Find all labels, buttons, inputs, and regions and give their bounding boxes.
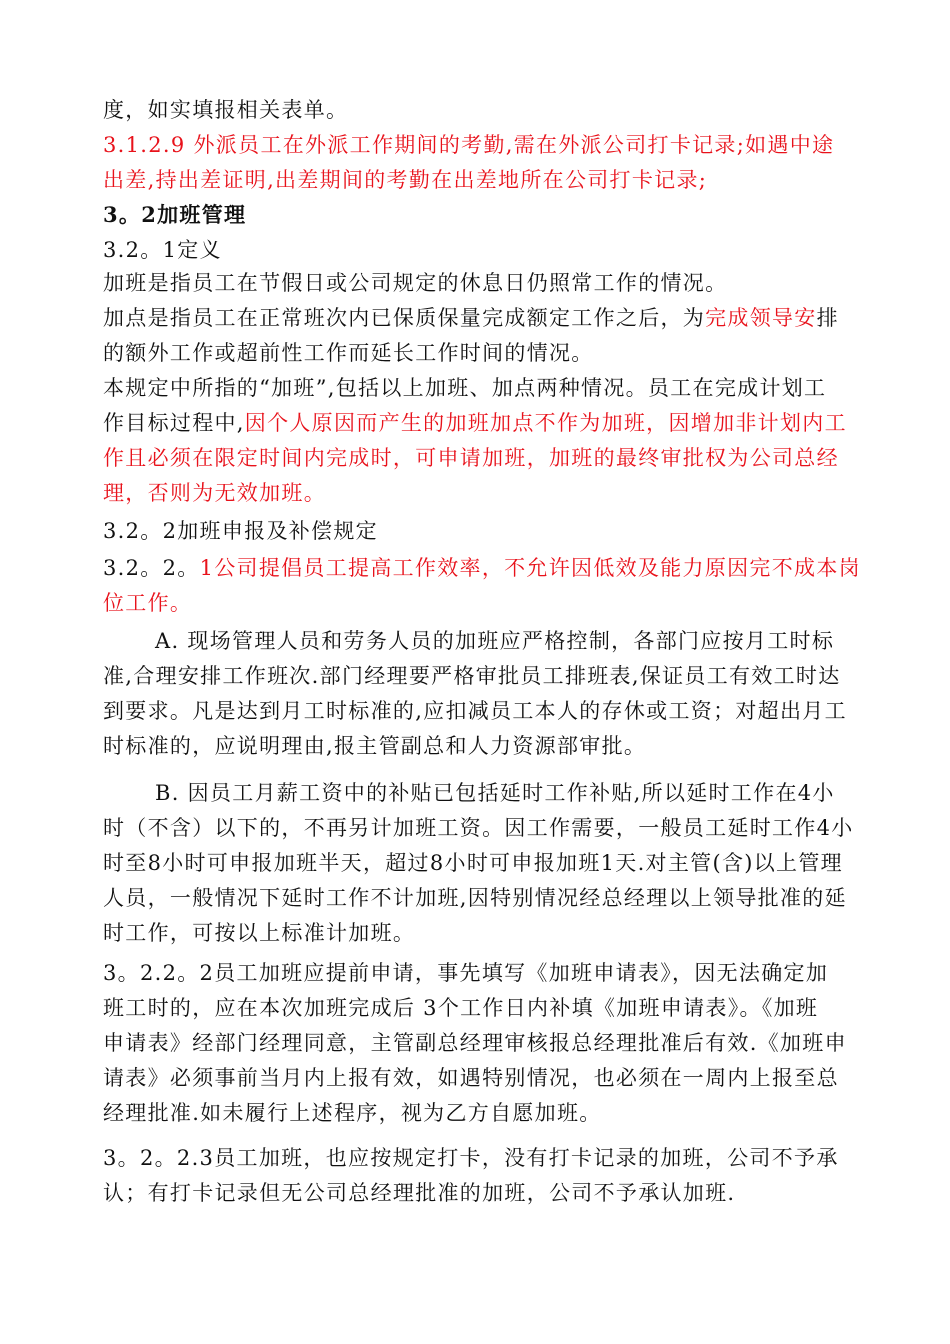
clause-3-2-2-3-line-2: 认；有打卡记录但无公司总经理批准的加班，公司不予承认加班. bbox=[103, 1181, 736, 1205]
scope-paragraph-line-3: 作且必须在限定时间内完成时，可申请加班，加班的最终审批权为公司总经 bbox=[103, 446, 839, 470]
definition-extra-hours-tail: 排 bbox=[816, 306, 839, 330]
clause-3-2-2-3-line-1: 3。2。2.3员工加班，也应按规定打卡，没有打卡记录的加班，公司不予承 bbox=[103, 1146, 839, 1170]
scope-paragraph-line-2 bbox=[103, 410, 847, 436]
definition-extra-hours-line-1 bbox=[103, 305, 839, 331]
clause-3-2-2-1-line-1 bbox=[103, 555, 861, 581]
clause-3-1-2-9-line-2: 出差,持出差证明,出差期间的考勤在出差地所在公司打卡记录; bbox=[103, 168, 708, 192]
item-b-line-4: 人员，一般情况下延时工作不计加班,因特别情况经总经理以上领导批准的延 bbox=[103, 886, 847, 910]
item-a-line-4: 时标准的，应说明理由,报主管副总和人力资源部审批。 bbox=[103, 734, 647, 758]
item-a-line-3: 到要求。凡是达到月工时标准的,应扣减员工本人的存休或工资；对超出月工 bbox=[103, 699, 847, 723]
item-b-line-1: B. 因员工月薪工资中的补贴已包括延时工作补贴,所以延时工作在4小 bbox=[155, 781, 835, 805]
clause-3-2-2-1-text: 1公司提倡员工提高工作效率，不允许因低效及能力原因完不成本岗 bbox=[199, 556, 861, 580]
definition-overtime: 加班是指员工在节假日或公司规定的休息日仍照常工作的情况。 bbox=[103, 271, 728, 295]
item-a-line-1: A. 现场管理人员和劳务人员的加班应严格控制，各部门应按月工时标 bbox=[155, 629, 835, 653]
clause-3-1-2-9-line-1: 3.1.2.9 外派员工在外派工作期间的考勤,需在外派公司打卡记录;如遇中途 bbox=[103, 133, 835, 157]
clause-3-2-2-2-line-5: 经理批准.如未履行上述程序，视为乙方自愿加班。 bbox=[103, 1101, 602, 1125]
clause-3-2-2-2-line-1: 3。2.2。2员工加班应提前申请，事先填写《加班申请表》，因无法确定加 bbox=[103, 961, 829, 985]
section-heading-3-2: 3。2加班管理 bbox=[103, 202, 247, 227]
item-b-line-5: 时工作，可按以上标准计加班。 bbox=[103, 921, 416, 945]
subsection-heading-3-2-1: 3.2。1定义 bbox=[103, 238, 222, 262]
scope-paragraph-highlight: 因个人原因而产生的加班加点不作为加班，因增加非计划内工 bbox=[244, 411, 847, 435]
item-a-line-2: 准,合理安排工作班次.部门经理要严格审批员工排班表,保证员工有效工时达 bbox=[103, 664, 841, 688]
clause-3-2-2-2-line-4: 请表》必须事前当月内上报有效，如遇特别情况，也必须在一周内上报至总 bbox=[103, 1066, 839, 1090]
scope-paragraph-line-4: 理，否则为无效加班。 bbox=[103, 481, 326, 505]
clause-3-2-2-2-line-2: 班工时的，应在本次加班完成后 3个工作日内补填《加班申请表》。《加班 bbox=[103, 996, 819, 1020]
item-b-line-2: 时（不含）以下的，不再另计加班工资。因工作需要，一般员工延时工作4小 bbox=[103, 816, 854, 840]
subsection-heading-3-2-2: 3.2。2加班申报及补偿规定 bbox=[103, 519, 378, 543]
clause-3-2-2-1-line-2: 位工作。 bbox=[103, 591, 193, 615]
definition-extra-hours-line-2: 的额外工作或超前性工作而延长工作时间的情况。 bbox=[103, 341, 594, 365]
definition-extra-hours-highlight: 完成领导安 bbox=[705, 306, 817, 330]
scope-paragraph-line-1: 本规定中所指的“加班”,包括以上加班、加点两种情况。员工在完成计划工 bbox=[103, 376, 827, 400]
paragraph-continuation: 度，如实填报相关表单。 bbox=[103, 98, 349, 122]
scope-paragraph-text: 作目标过程中, bbox=[103, 411, 245, 435]
clause-3-2-2-1-number: 3.2。2。 bbox=[103, 556, 200, 580]
definition-extra-hours-text: 加点是指员工在正常班次内已保质保量完成额定工作之后，为 bbox=[103, 306, 706, 330]
item-b-line-3: 时至8小时可申报加班半天，超过8小时可申报加班1天.对主管(含)以上管理 bbox=[103, 851, 843, 875]
clause-3-2-2-2-line-3: 申请表》经部门经理同意，主管副总经理审核报总经理批准后有效.《加班申 bbox=[103, 1031, 847, 1055]
